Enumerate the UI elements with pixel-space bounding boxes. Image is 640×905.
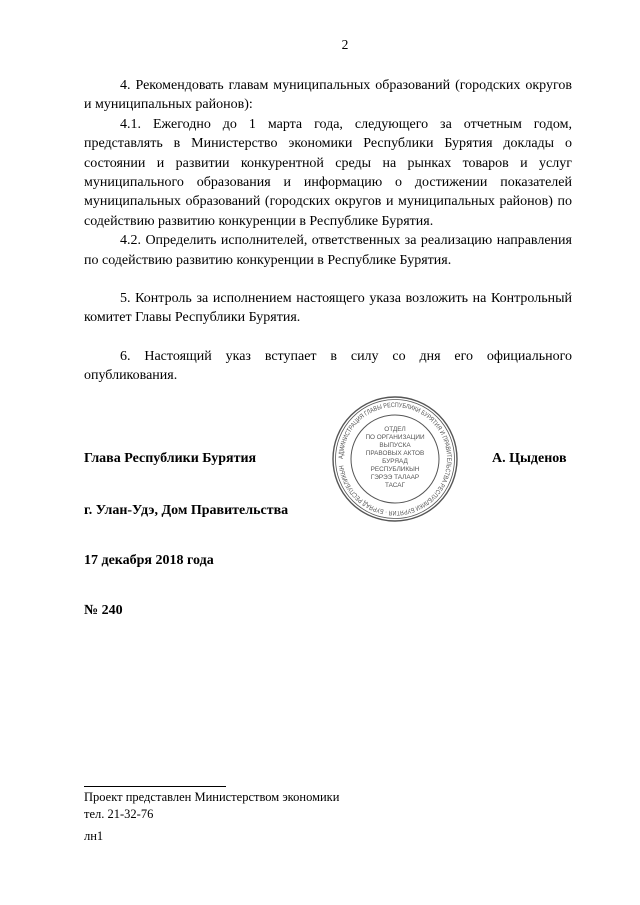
- decree-number: № 240: [84, 603, 123, 618]
- stamp-line-5: БУРЯАД: [382, 458, 408, 465]
- footnote-divider: [84, 786, 226, 787]
- signing-place: г. Улан-Удэ, Дом Правительства: [84, 503, 289, 518]
- paragraph-6: 6. Настоящий указ вступает в силу со дня его официального опубликования.: [84, 348, 572, 384]
- stamp-line-6: РЕСПУБЛИКЫН: [370, 466, 420, 473]
- page-number: 2: [341, 37, 349, 52]
- stamp-line-2: ПО ОРГАНИЗАЦИИ: [365, 434, 425, 441]
- stamp-line-7: ГЭРЭЭ ТАЛААР: [370, 474, 420, 481]
- document-body: [84, 76, 572, 386]
- signatory-position: Глава Республики Бурятия: [84, 451, 257, 466]
- official-stamp: [331, 395, 459, 523]
- paragraph-4-1: 4.1. Ежегодно до 1 марта года, следующего за отчетным годом, представлять в Министерство экономики Республики Бурятия доклады о состоянии и развитии конкурентной среды на рынках товаров и услуг муниципального образования и информацию о достижении показателей муниципальных образований (городских округов и муниципальных районов) по содействию развитию конкуренции в Республике Бурятия.: [84, 116, 572, 229]
- paragraph-4: 4. Рекомендовать главам муниципальных образований (городских округов и муниципальных районов):: [84, 78, 572, 113]
- paragraph-5: 5. Контроль за исполнением настоящего указа возложить на Контрольный комитет Главы Республики Бурятия.: [84, 291, 572, 326]
- signatory-name: А. Цыденов: [492, 451, 567, 466]
- signing-date: 17 декабря 2018 года: [84, 553, 214, 568]
- stamp-line-8: ТАСАГ: [384, 482, 406, 489]
- stamp-line-4: ПРАВОВЫХ АКТОВ: [365, 450, 425, 457]
- stamp-line-3: ВЫПУСКА: [379, 442, 411, 449]
- footer-phone: тел. 21-32-76: [84, 807, 154, 821]
- stamp-ring-text: АДМИНИСТРАЦИЯ ГЛАВЫ РЕСПУБЛИКИ БУРЯТИЯ И ПРАВИТЕЛЬСТВА РЕСПУБЛИКИ БУРЯТИЯ · БУРЯАД РЕСПУБЛИКЫН: [337, 401, 453, 517]
- footer-code: лн1: [84, 829, 104, 843]
- footer-project-note: Проект представлен Министерством экономики: [84, 790, 340, 804]
- paragraph-4-2: 4.2. Определить исполнителей, ответственных за реализацию направления по содействию развитию конкуренции в Республике Бурятия.: [84, 233, 572, 268]
- stamp-line-1: ОТДЕЛ: [384, 426, 406, 433]
